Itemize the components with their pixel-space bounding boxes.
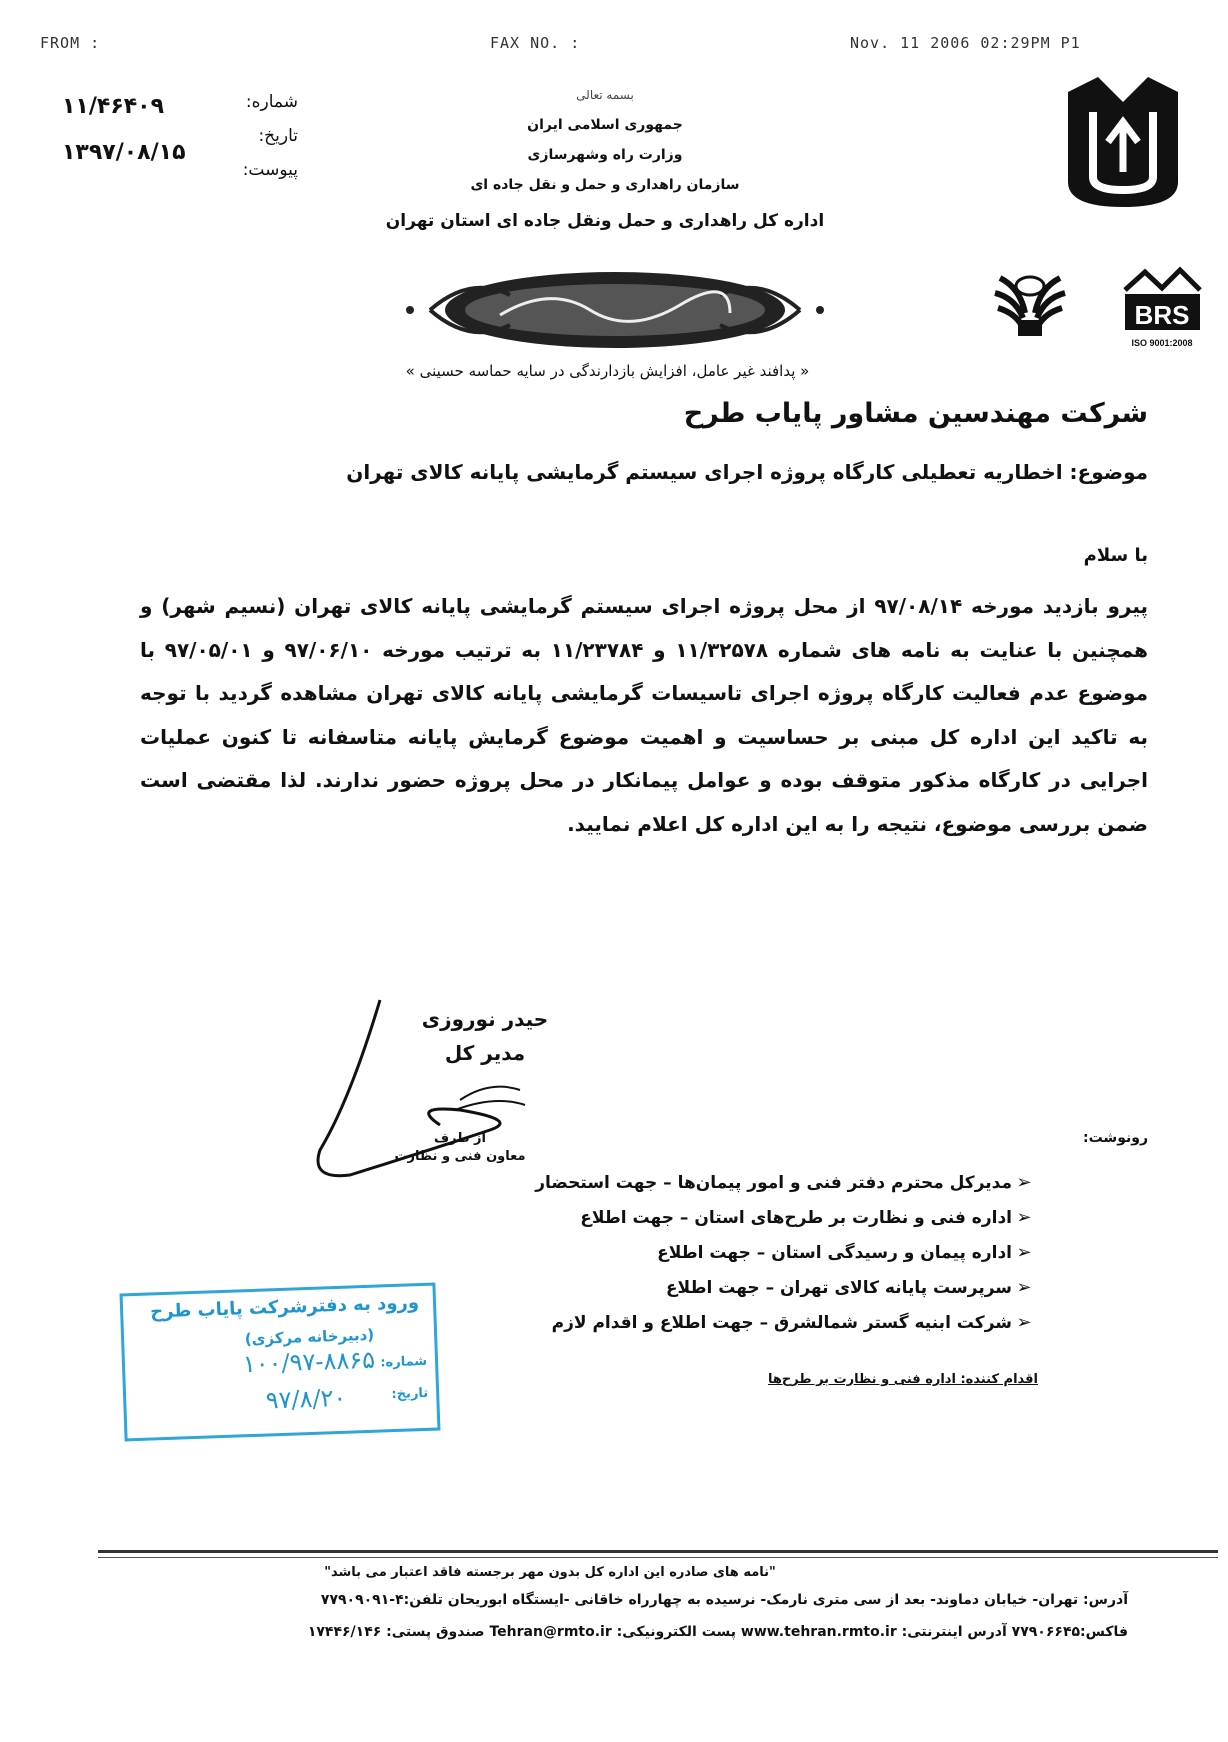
stamp-date-label: تاریخ: (391, 1385, 429, 1403)
deputy-title: معاون فنی و نظارت (394, 1149, 526, 1164)
signatory-name: حیدر نوروزی (421, 1007, 549, 1031)
cc-item: ➢اداره فنی و نظارت بر طرح‌های استان – جهت اطلاع (535, 1200, 1036, 1235)
cc-item: ➢اداره پیمان و رسیدگی استان – جهت اطلاع (535, 1235, 1036, 1270)
fax-datetime: Nov. 11 2006 02:29PM P1 (850, 34, 1081, 52)
number-label: شماره: (245, 92, 298, 112)
footer-note: "نامه های صادره این اداره کل بدون مهر برجسته فاقد اعتبار می باشد" (324, 1565, 776, 1580)
signatory (410, 1002, 560, 1070)
arrow-icon: ➢ (1016, 1312, 1032, 1333)
road-arrow-logo (1058, 72, 1188, 212)
fax-from: FROM : (40, 34, 101, 52)
attachment-label: پیوست: (242, 160, 298, 180)
arrow-icon: ➢ (1016, 1172, 1032, 1193)
cc-item: ➢مدیرکل محترم دفتر فنی و امور پیمان‌ها – جهت استحضار (535, 1165, 1036, 1200)
header-line-3: سازمان راهداری و حمل و نقل جاده ای (470, 177, 740, 193)
stamp-subtitle: (دبیرخانه مرکزی) (244, 1325, 375, 1349)
brs-certification-logo (1120, 260, 1205, 355)
arrow-icon: ➢ (1016, 1207, 1032, 1228)
action-by: اقدام کننده: اداره فنی و نظارت بر طرح‌ها (767, 1372, 1038, 1387)
recipient: شرکت مهندسین مشاور پایاب طرح (683, 398, 1148, 429)
arrow-icon: ➢ (1016, 1277, 1032, 1298)
stamp-title: ورود به دفترشرکت پایاب طرح (149, 1292, 420, 1323)
stamp-number: ۱۰۰/۹۷-۸۸۶۵ (242, 1345, 376, 1379)
cc-title: رونوشت: (1083, 1130, 1148, 1146)
letter-number: ۱۱/۴۶۴۰۹ (62, 94, 165, 119)
letter-date: ۱۳۹۷/۰۸/۱۵ (62, 140, 186, 165)
arrow-icon: ➢ (1016, 1242, 1032, 1263)
cc-list (535, 1165, 1036, 1340)
on-behalf-label: از طرف (434, 1131, 486, 1146)
stamp-date: ۹۷/۸/۲۰ (265, 1383, 347, 1415)
footer-divider (98, 1550, 1218, 1558)
date-label: تاریخ: (258, 126, 298, 146)
ornamental-calligraphy-emblem (390, 255, 840, 365)
footer-address: آدرس: تهران- خیابان دماوند- بعد از سی متری نارمک- نرسیده به چهارراه خاقانی -ایستگاه ابوریحان تلفن:۴-۷۷۹۰۹۰۹۱ (320, 1592, 1128, 1608)
government-header (330, 80, 880, 236)
subject: موضوع: اخطاریه تعطیلی کارگاه پروژه اجرای سیستم گرمایشی پایانه کالای تهران (346, 460, 1148, 484)
cc-item: ➢سرپرست پایانه کالای تهران – جهت اطلاع (535, 1270, 1036, 1305)
receipt-stamp (120, 1283, 441, 1442)
iso-wings-logo (990, 258, 1070, 348)
header-line-2: وزارت راه وشهرسازی (527, 147, 683, 163)
signatory-deputy (380, 1130, 540, 1166)
fax-number: FAX NO. : (490, 34, 581, 52)
footer-contact: فاکس:۷۷۹۰۶۶۴۵ آدرس اینترنتی: www.tehran.rmto.ir پست الکترونیکی: Tehran@rmto.ir صندوق پستی: ۱۷۴۴۶/۱۴۶ (307, 1624, 1128, 1640)
brs-text: BRS (1134, 300, 1190, 330)
header-line-1: جمهوری اسلامی ایران (527, 117, 683, 133)
signatory-title: مدیر کل (444, 1041, 526, 1065)
header-line-4: اداره کل راهداری و حمل ونقل جاده ای استان تهران (385, 211, 825, 231)
stamp-number-label: شماره: (380, 1353, 428, 1371)
greeting: با سلام (1083, 545, 1148, 566)
reference-labels (228, 85, 298, 187)
slogan: « پدافند غیر عامل، افزایش بازدارندگی در سایه حماسه حسینی » (405, 362, 810, 380)
brs-caption: ISO 9001:2008 (1131, 338, 1193, 348)
cc-item: ➢شرکت ابنیه گستر شمالشرق – جهت اطلاع و اقدام لازم (535, 1305, 1036, 1340)
letter-body: پیرو بازدید مورخه ۹۷/۰۸/۱۴ از محل پروژه اجرای سیستم گرمایشی پایانه کالای تهران (نسیم شهر) و همچنین با عنایت به نامه های شماره ۱۱/۳۲۵۷۸ و ۱۱/۲۳۷۸۴ به ترتیب مورخه ۹۷/۰۶/۱۰ و ۹۷/۰۵/۰۱ با موضوع عدم فعالیت کارگاه پروژه اجرای تاسیسات گرمایشی پایانه کالای تهران مشاهده گردید با توجه به تاکید این اداره کل مبنی بر حساسیت و اهمیت موضوع گرمایش پایانه متاسفانه تا کنون عملیات اجرایی در کارگاه مذکور متوقف بوده و عوامل پیمانکار در محل پروژه حضور ندارند. لذا مقتضی است ضمن بررسی موضوع، نتیجه را به این اداره کل اعلام نمایید. (140, 594, 1149, 836)
reference-values (62, 84, 186, 176)
basmala: بسمه تعالی (576, 88, 634, 102)
